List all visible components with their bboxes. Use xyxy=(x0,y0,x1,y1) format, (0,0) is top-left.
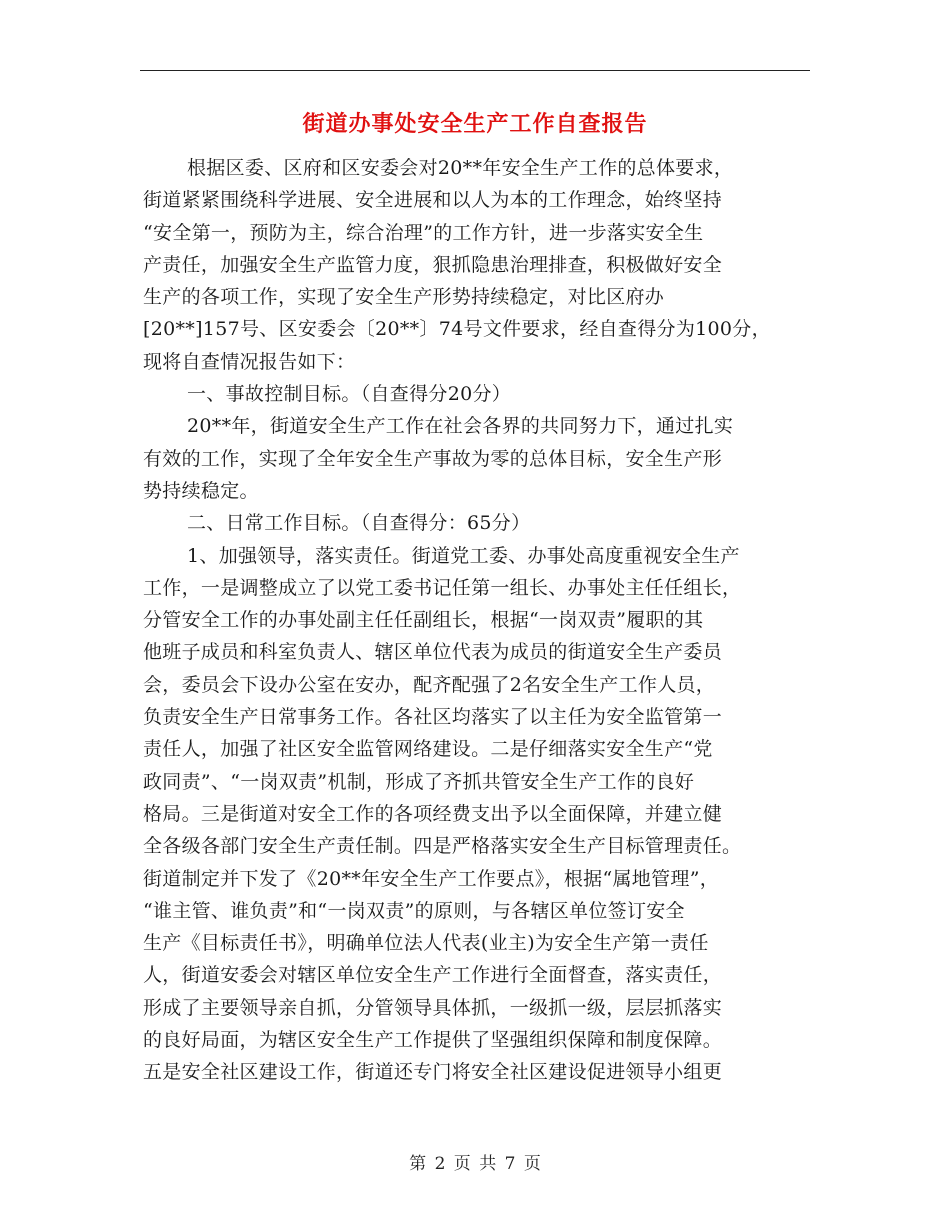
text-line: 生产《目标责任书》，明确单位法人代表(业主)为安全生产第一责任 xyxy=(143,932,709,955)
text-line: 20**年，街道安全生产工作在社会各界的共同努力下，通过扎实 xyxy=(187,415,734,438)
header-rule xyxy=(140,70,810,71)
text-line: 的良好局面，为辖区安全生产工作提供了坚强组织保障和制度保障。 xyxy=(143,1029,723,1052)
text-line: 分管安全工作的办事处副主任任副组长，根据“一岗双责”履职的其 xyxy=(143,609,704,632)
text-line: 生产的各项工作，实现了安全生产形势持续稳定，对比区府办 xyxy=(143,286,665,309)
text-line: 一、事故控制目标。（自查得分20分） xyxy=(187,383,512,406)
text-line: “安全第一，预防为主，综合治理”的工作方针，进一步落实安全生 xyxy=(143,221,704,244)
text-line: “谁主管、谁负责”和“一岗双责”的原则，与各辖区单位签订安全 xyxy=(143,899,685,922)
text-line: 格局。三是街道对安全工作的各项经费支出予以全面保障，并建立健 xyxy=(143,802,723,825)
text-line: 根据区委、区府和区安委会对20**年安全生产工作的总体要求， xyxy=(187,157,734,179)
text-line: 政同责”、“一岗双责”机制，形成了齐抓共管安全生产工作的良好 xyxy=(143,770,695,793)
text-line: 负责安全生产日常事务工作。各社区均落实了以主任为安全监管第一 xyxy=(143,706,723,729)
text-line: 1、加强领导，落实责任。街道党工委、办事处高度重视安全生产 xyxy=(187,544,740,567)
document-title: 街道办事处安全生产工作自查报告 xyxy=(302,111,648,137)
document-body xyxy=(143,152,823,1089)
text-line: 街道紧紧围绕科学进展、安全进展和以人为本的工作理念，始终坚持 xyxy=(143,189,723,212)
text-line: [20**]157号、区安委会〔20**〕74号文件要求，经自查得分为100分， xyxy=(143,318,771,341)
text-line: 责任人，加强了社区安全监管网络建设。二是仔细落实安全生产“党 xyxy=(143,738,713,761)
text-line: 全各级各部门安全生产责任制。四是严格落实安全生产目标管理责任。 xyxy=(143,835,742,858)
text-line: 产责任，加强安全生产监管力度，狠抓隐患治理排查，积极做好安全 xyxy=(143,253,723,276)
text-line: 势持续稳定。 xyxy=(143,479,259,502)
text-line: 现将自查情况报告如下： xyxy=(143,350,356,373)
text-line: 会，委员会下设办公室在安办，配齐配强了2名安全生产工作人员， xyxy=(143,673,716,696)
text-line: 有效的工作，实现了全年安全生产事故为零的总体目标，安全生产形 xyxy=(143,447,723,470)
text-line: 二、日常工作目标。（自查得分：65分） xyxy=(187,512,531,535)
text-line: 街道制定并下发了《20**年安全生产工作要点》，根据“属地管理”， xyxy=(143,867,720,890)
text-line: 形成了主要领导亲自抓，分管领导具体抓，一级抓一级，层层抓落实 xyxy=(143,996,723,1019)
text-line: 五是安全社区建设工作，街道还专门将安全社区建设促进领导小组更 xyxy=(143,1061,723,1084)
page-number-footer: 第 2 页 共 7 页 xyxy=(409,1154,541,1174)
text-line: 工作，一是调整成立了以党工委书记任第一组长、办事处主任任组长， xyxy=(143,576,742,599)
text-line: 人，街道安委会对辖区单位安全生产工作进行全面督查，落实责任， xyxy=(143,964,723,987)
text-line: 他班子成员和科室负责人、辖区单位代表为成员的街道安全生产委员 xyxy=(143,641,723,664)
